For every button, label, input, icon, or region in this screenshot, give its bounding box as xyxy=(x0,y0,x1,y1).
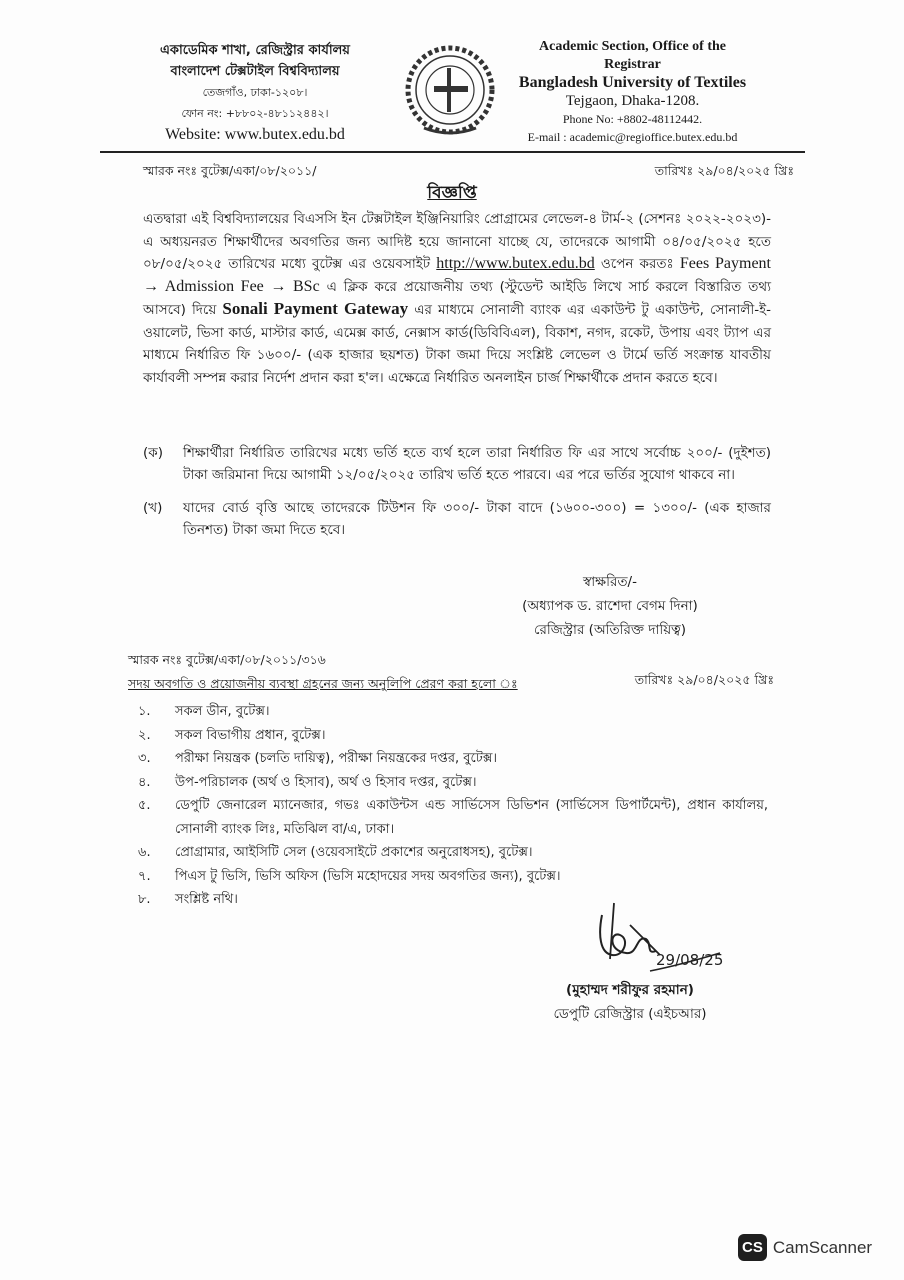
body-text: ওপেন করতঃ xyxy=(600,256,674,272)
signature-date: 29/08/25 xyxy=(656,951,724,969)
header-bn-line: তেজগাঁও, ঢাকা-১২০৮। xyxy=(202,86,308,99)
signatory-block xyxy=(510,978,750,1026)
item-number: ৮. xyxy=(138,892,151,907)
notice-title-text: বিজ্ঞপ্তি xyxy=(427,183,477,203)
header-divider xyxy=(100,151,805,153)
item-marker: (খ) xyxy=(143,500,163,516)
header-en-line: E-mail : academic@regioffice.butex.edu.bd xyxy=(527,130,738,144)
header-bengali xyxy=(140,40,370,145)
item-text: সকল ডীন, বুটেক্স। xyxy=(175,704,270,719)
header-website: Website: www.butex.edu.bd xyxy=(165,126,345,143)
notice-title xyxy=(0,180,904,208)
copy-list-item xyxy=(128,724,768,748)
payment-path: Fees Payment → Admission Fee → BSc xyxy=(143,255,772,295)
copy-reference: স্মারক নংঃ বুটেক্স/একা/০৮/২০১১/৩১৬ xyxy=(128,652,326,667)
camscanner-logo-icon: CS xyxy=(738,1234,767,1261)
copy-list xyxy=(128,700,768,912)
copy-list-item xyxy=(128,841,768,865)
signed-label: স্বাক্ষরিত/- xyxy=(583,574,637,590)
camscanner-watermark xyxy=(738,1234,872,1261)
header-en-line: Academic Section, Office of the xyxy=(539,39,726,54)
header-bn-line: বাংলাদেশ টেক্সটাইল বিশ্ববিদ্যালয় xyxy=(170,64,340,79)
item-number: ৩. xyxy=(138,751,151,766)
signatory-name: (মুহাম্মদ শরীফুর রহমান) xyxy=(566,982,694,998)
copy-list-item xyxy=(128,865,768,889)
copy-list-item xyxy=(128,700,768,724)
handwritten-signature xyxy=(590,895,730,989)
camscanner-label: CamScanner xyxy=(772,1237,873,1257)
item-text: সংশ্লিষ্ট নথি। xyxy=(175,892,238,907)
item-number: ৫. xyxy=(138,798,151,813)
item-text: উপ-পরিচালক (অর্থ ও হিসাব), অর্থ ও হিসাব দপ্তর, বুটেক্স। xyxy=(175,774,477,790)
item-text: যাদের বোর্ড বৃত্তি আছে তাদেরকে টিউশন ফি ৩০০/- টাকা বাদে (১৬০০-৩০০) = ১৩০০/- (এক হাজার তিনশত) টাকা জমা দিতে হবে। xyxy=(183,500,771,538)
body-text: এতদ্বারা এই বিশ্ববিদ্যালয়ের বিএসসি ইন টেক্সটাইল ইঞ্জিনিয়ারিং প্রোগ্রামের লেভেল-৪ টার্ম-২ (সেশনঃ ২০২২-২০২৩)-এ অধ্যয়নরত শিক্ষার্থীদের অবগতির জন্য আদিষ্ট হয়ে জানানো যাচ্ছে যে, তাদেরকে আগামী ০৪/০৫/২০২৫ হতে ০৮/০৫/২০২৫ তারিখের মধ্যে বুটেক্স এর ওয়েবসাইট xyxy=(143,211,771,272)
item-number: ৭. xyxy=(138,868,151,884)
notice-body xyxy=(143,208,771,389)
header-en-line: Bangladesh University of Textiles xyxy=(518,74,747,91)
item-text: পরীক্ষা নিয়ন্ত্রক (চলতি দায়িত্ব), পরীক্ষা নিয়ন্ত্রকের দপ্তর, বুটেক্স। xyxy=(175,751,498,766)
item-text: ডেপুটি জেনারেল ম্যানেজার, গভঃ একাউন্টস এন্ড সার্ভিসেস ডিভিশন (সার্ভিসেস ডিপার্টমেন্ট), প্রধান কার্যালয়, সোনালী ব্যাংক লিঃ, মতিঝিল বা/এ, ঢাকা। xyxy=(175,798,768,837)
signed-block xyxy=(490,570,730,642)
copy-list-item xyxy=(128,771,768,795)
header-en-line: Tejgaon, Dhaka-1208. xyxy=(565,93,700,109)
header-en-line: Phone No: +8802-48112442. xyxy=(562,112,703,126)
header-english xyxy=(500,38,765,146)
header-en-line: Registrar xyxy=(604,57,661,72)
copy-heading: সদয় অবগতি ও প্রয়োজনীয় ব্যবস্থা গ্রহনের জন্য অনুলিপি প্রেরণ করা হলো ঃ xyxy=(128,676,518,691)
item-number: ১. xyxy=(138,704,151,719)
body-text: এ ক্লিক করে প্রয়োজনীয় তথ্য (স্টুডেন্ট আইডি লিখে সার্চ করলে বিস্তারিত তথ্য আসবে) দিয়ে xyxy=(143,278,771,318)
signatory-title: ডেপুটি রেজিস্ট্রার (এইচআর) xyxy=(553,1006,707,1022)
item-number: ৬. xyxy=(138,845,151,860)
signed-title: রেজিস্ট্রার (অতিরিক্ত দায়িত্ব) xyxy=(533,622,687,638)
item-text: সকল বিভাগীয় প্রধান, বুটেক্স। xyxy=(175,727,326,743)
copy-date: তারিখঃ ২৯/০৪/২০২৫ খ্রিঃ xyxy=(634,672,774,687)
header-bn-line: ফোন নং: +৮৮০২-৪৮১১২৪৪২। xyxy=(181,107,329,120)
memo-date: তারিখঃ ২৯/০৪/২০২৫ খ্রিঃ xyxy=(654,163,794,178)
signed-name: (অধ্যাপক ড. রাশেদা বেগম দিনা) xyxy=(522,598,698,614)
copy-list-item xyxy=(128,794,768,841)
payment-gateway: Sonali Payment Gateway xyxy=(222,299,409,318)
item-number: ২. xyxy=(138,727,151,743)
website-link[interactable]: http://www.butex.edu.bd xyxy=(436,255,595,272)
notice-item xyxy=(143,442,771,486)
notice-item xyxy=(143,497,771,541)
item-text: পিএস টু ভিসি, ভিসি অফিস (ভিসি মহোদয়ের সদয় অবগতির জন্য), বুটেক্স। xyxy=(175,868,561,884)
item-text: শিক্ষার্থীরা নির্ধারিত তারিখের মধ্যে ভর্তি হতে ব্যর্থ হলে তারা নির্ধারিত ফি এর সাথে সর্বোচ্চ ২০০/- (দুইশত) টাকা জরিমানা দিয়ে আগামী ১২/০৫/২০২৫ তারিখ ভর্তি হতে পারবে। এর পরে ভর্তির সুযোগ থাকবে না। xyxy=(183,445,771,483)
header-bn-line: একাডেমিক শাখা, রেজিস্ট্রার কার্যালয় xyxy=(160,43,350,58)
item-number: ৪. xyxy=(138,774,151,790)
body-text: এর মাধ্যমে সোনালী ব্যাংক এর একাউন্ট টু একাউন্ট, সোনালী-ই-ওয়ালেট, ভিসা কার্ড, মাস্টার কার্ড, এমেক্স কার্ড, নেক্সাস কার্ড(ডিবিবিএল), বিকাশ, নগদ, রকেট, উপায় এবং ট্যাপ এর মাধ্যমে নির্ধারিত ফি ১৬০০/- (এক হাজার ছয়শত) টাকা জমা দিয়ে সংশ্লিষ্ট লেভেল ও টার্মে ভর্তি সংক্রান্ত যাবতীয় কার্যাবলী সম্পন্ন করার নির্দেশ প্রদান করা হ'ল। এক্ষেত্রে নির্ধারিত অনলাইন চার্জ শিক্ষার্থীকে প্রদান করতে হবে। xyxy=(143,302,771,386)
item-marker: (ক) xyxy=(143,445,163,461)
university-logo xyxy=(402,42,498,138)
memo-reference: স্মারক নংঃ বুটেক্স/একা/০৮/২০১১/ xyxy=(143,163,317,178)
item-text: প্রোগ্রামার, আইসিটি সেল (ওয়েবসাইটে প্রকাশের অনুরোধসহ), বুটেক্স। xyxy=(175,845,533,860)
copy-list-item xyxy=(128,747,768,771)
